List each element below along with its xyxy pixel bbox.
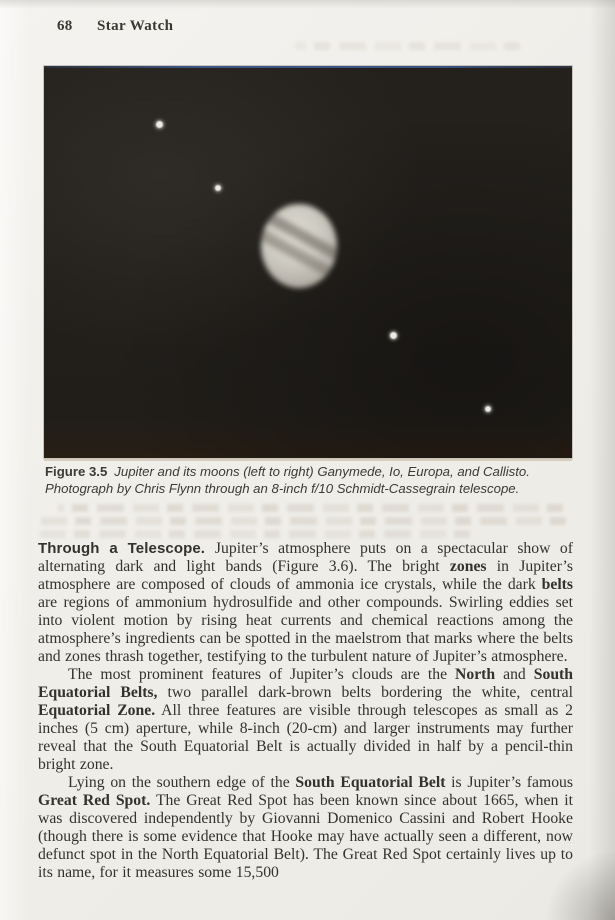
moon-io	[215, 185, 221, 191]
scan-edge-line	[44, 459, 572, 461]
jupiter-planet	[261, 204, 337, 288]
paragraph-great-red-spot: Lying on the southern edge of the South Equatorial Belt is Jupiter’s famous Great Red Spot. The Great Red Spot has been known since about 1665, when it was discovered independently by Giovanni Domenico Cassini and Robert Hooke (though there is some evidence that Hooke may have actually seen a different, now defunct spot in the North Equatorial Belt). The Great Red Spot certainly lives up to its name, for it measures some 15,500	[38, 774, 573, 881]
moon-callisto	[485, 406, 491, 412]
page-number: 68	[57, 18, 73, 34]
figure-caption	[45, 463, 573, 497]
figure-caption-text: Jupiter and its moons (left to right) Ganymede, Io, Europa, and Callisto. Photograph by Chris Flynn through an 8-inch f/10 Schmidt-Cassegrain telescope.	[45, 464, 530, 496]
paragraph-equatorial-belts: The most prominent features of Jupiter’s clouds are the North and South Equatorial Belts, two parallel dark-brown belts bordering the white, central Equatorial Zone. All three features are visible through telescopes as small as 2 inches (5 cm) aperture, while 8-inch (20-cm) and larger instruments may further reveal that the South Equatorial Belt is actually divided in half by a pencil-thin bright zone.	[38, 666, 574, 773]
bleed-through-text	[38, 530, 470, 538]
page-header	[0, 18, 615, 40]
figure-photo	[44, 66, 572, 458]
moon-ganymede	[156, 121, 163, 128]
body-text	[38, 540, 573, 882]
figure-label: Figure 3.5	[45, 464, 108, 479]
moon-europa	[390, 332, 397, 339]
running-head: Star Watch	[97, 18, 174, 34]
paragraph-through-a-telescope: Through a Telescope. Jupiter’s atmosphere puts on a spectacular show of alternating dark and light bands (Figure 3.6). The bright zones in Jupiter’s atmosphere are composed of clouds of ammonia ice crystals, while the dark belts are regions of ammonium hydrosulfide and other compounds. Swirling eddies set into violent motion by rising heat currents and chemical reactions among the atmosphere’s ingredients can be spotted in the maelstrom that marks where the belts and zones thrash together, testifying to the turbulent nature of Jupiter’s atmosphere.	[38, 540, 574, 665]
bleed-through-text	[295, 42, 520, 50]
scan-edge-line	[44, 66, 572, 68]
bleed-through-text	[58, 504, 563, 512]
jupiter-cloud-bands	[261, 204, 337, 288]
bleed-through-text	[38, 517, 566, 525]
